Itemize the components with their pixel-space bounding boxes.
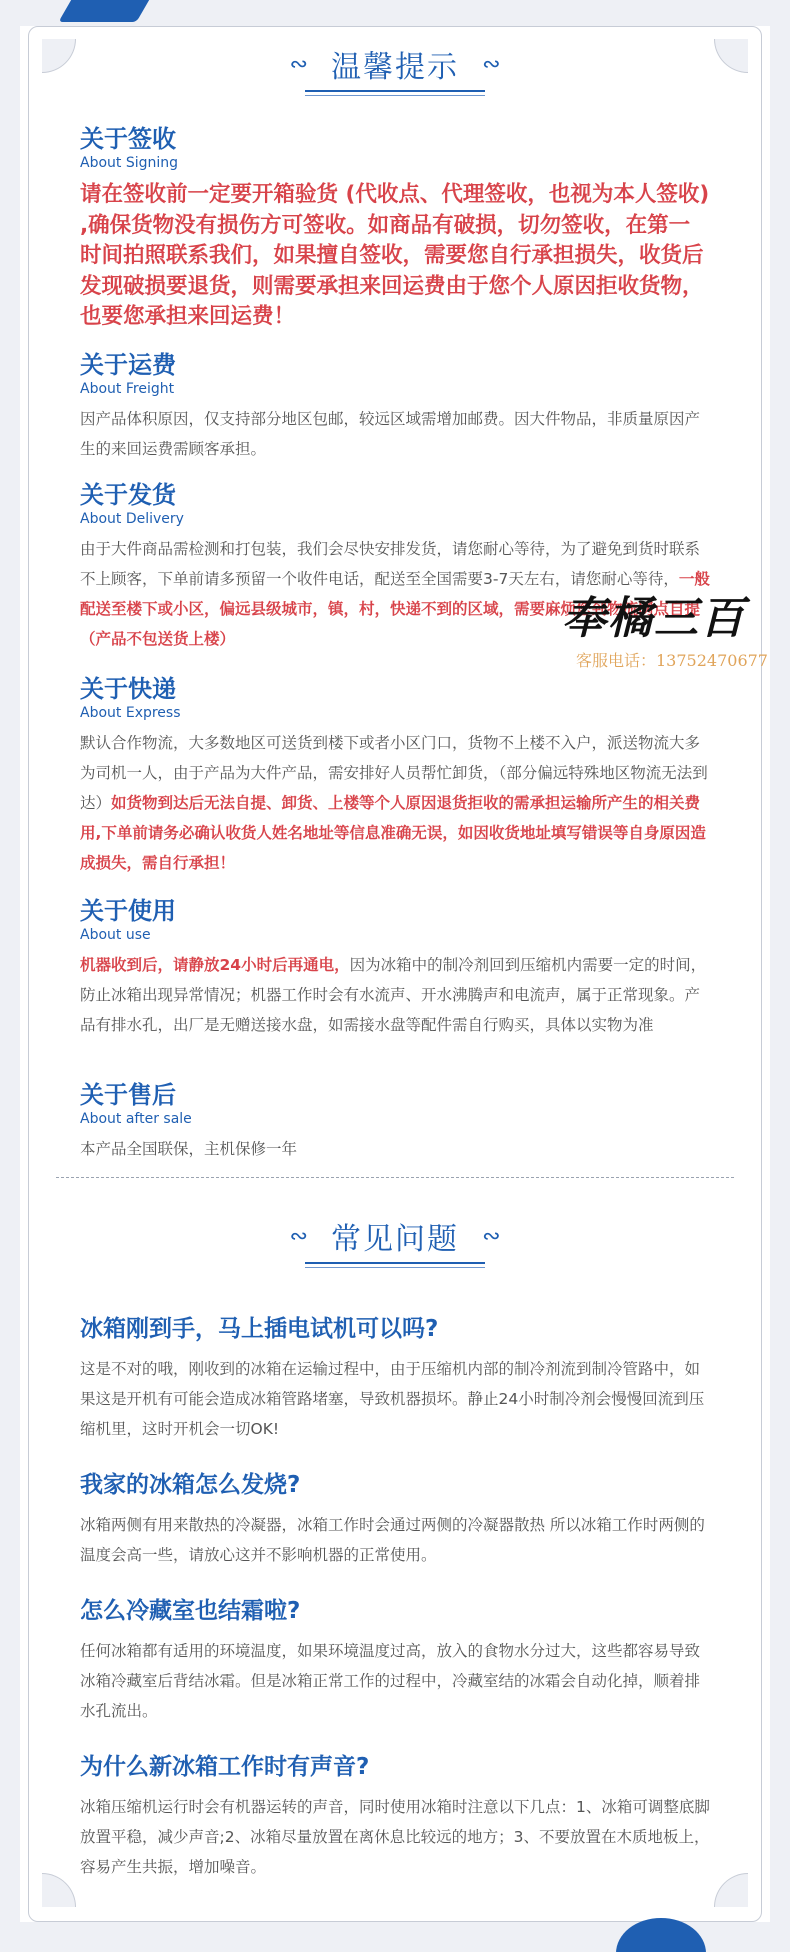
notice-title: 关于快递 <box>80 675 176 703</box>
notice-text-warning: 机器收到后，请静放24小时后再通电， <box>80 956 350 974</box>
swirl-right-icon: ∾ <box>482 1224 501 1249</box>
faq-question: 为什么新冰箱工作时有声音? <box>80 1754 370 1780</box>
notice-subtitle: About use <box>80 927 151 943</box>
section-title-notice <box>0 42 790 86</box>
notice-signing <box>80 124 710 333</box>
notice-text-normal: 由于大件商品需检测和打包装，我们会尽快安排发货，请您耐心等待，为了避免到货时联系不上顾客，下单前请多预留一个收件电话，配送至全国需要3-7天左右，请您耐心等待， <box>80 540 701 588</box>
faq-answer: 冰箱压缩机运行时会有机器运转的声音，同时使用冰箱时注意以下几点：1、冰箱可调整底脚放置平稳，减少声音;2、冰箱尽量放置在离休息比较远的地方；3、不要放置在木质地板上，容易产生共振，增加噪音。 <box>80 1798 710 1876</box>
notice-express <box>80 674 710 878</box>
notice-text-normal: 因为冰箱中的制冷剂回到压缩机内需要一定的时间，防止冰箱出现异常情况；机器工作时会有水流声、开水沸腾声和电流声，属于正常现象。产品有排水孔，出厂是无赠送接水盘，如需接水盘等配件需自行购买，具体以实物为准 <box>80 956 707 1034</box>
swirl-right-icon: ∾ <box>482 52 501 77</box>
notice-text <box>80 950 710 1040</box>
notice-delivery <box>80 480 710 654</box>
notice-freight <box>80 350 710 464</box>
notice-subtitle: About Freight <box>80 381 175 397</box>
notice-subtitle: About Delivery <box>80 511 184 527</box>
notice-text <box>80 728 710 878</box>
notice-text-warning: 一般配送至楼下或小区，偏远县级城市，镇，村，快递不到的区域，需要麻烦您到物流网点自提（产品不包送货上楼） <box>80 570 710 648</box>
faq-question: 怎么冷藏室也结霜啦? <box>80 1598 301 1624</box>
notice-subtitle: About after sale <box>80 1111 192 1127</box>
faq-answer: 冰箱两侧有用来散热的冷凝器，冰箱工作时会通过两侧的冷凝器散热 所以冰箱工作时两侧的温度会高一些，请放心这并不影响机器的正常使用。 <box>80 1516 705 1564</box>
notice-use <box>80 896 710 1040</box>
faq-item <box>80 1596 710 1726</box>
notice-after-sale <box>80 1080 710 1164</box>
swirl-left-icon: ∾ <box>289 1224 308 1249</box>
section-title-faq <box>0 1214 790 1258</box>
dashed-divider <box>56 1177 734 1178</box>
faq-answer: 这是不对的哦，刚收到的冰箱在运输过程中，由于压缩机内部的制冷剂流到制冷管路中，如果这是开机有可能会造成冰箱管路堵塞，导致机器损坏。静止24小时制冷剂会慢慢回流到压缩机里，这时开机会一切OK! <box>80 1360 705 1438</box>
title-underline <box>305 1262 485 1268</box>
notice-subtitle: About Signing <box>80 155 179 171</box>
notice-title: 关于发货 <box>80 481 176 509</box>
section-title-label: 温馨提示 <box>331 50 459 85</box>
faq-item <box>80 1470 710 1570</box>
notice-text <box>80 534 710 654</box>
faq-item <box>80 1752 710 1882</box>
notice-text: 本产品全国联保，主机保修一年 <box>80 1140 298 1158</box>
notice-subtitle: About Express <box>80 705 181 721</box>
notice-title: 关于使用 <box>80 897 176 925</box>
faq-answer: 任何冰箱都有适用的环境温度，如果环境温度过高，放入的食物水分过大，这些都容易导致冰箱冷藏室后背结冰霜。但是冰箱正常工作的过程中，冷藏室结的冰霜会自动化掉，顺着排水孔流出。 <box>80 1642 701 1720</box>
notice-text-warning: 如货物到达后无法自提、卸货、上楼等个人原因退货拒收的需承担运输所产生的相关费用,下单前请务必确认收货人姓名地址等信息准确无误，如因收货地址填写错误等自身原因造成损失，需自行承担！ <box>80 794 706 872</box>
notice-title: 关于运费 <box>80 351 176 379</box>
shop-watermark-phone: 客服电话：13752470677 <box>576 651 768 670</box>
corner-decoration-top <box>58 0 159 22</box>
swirl-left-icon: ∾ <box>289 52 308 77</box>
faq-item <box>80 1314 710 1444</box>
section-title-label: 常见问题 <box>331 1222 459 1257</box>
faq-question: 我家的冰箱怎么发烧? <box>80 1472 301 1498</box>
corner-decoration-bottom <box>616 1918 706 1952</box>
faq-question: 冰箱刚到手，马上插电试机可以吗? <box>80 1316 439 1342</box>
notice-title: 关于签收 <box>80 125 176 153</box>
title-underline <box>305 90 485 96</box>
notice-title: 关于售后 <box>80 1081 176 1109</box>
notice-text-normal: 默认合作物流，大多数地区可送货到楼下或者小区门口，货物不上楼不入户，派送物流大多为司机一人，由于产品为大件产品，需安排好人员帮忙卸货，（部分偏远特殊地区物流无法到达） <box>80 734 708 812</box>
shop-watermark-name: 奉橘三百 <box>562 593 746 644</box>
notice-text-warning: 请在签收前一定要开箱验货 (代收点、代理签收，也视为本人签收) ,确保货物没有损伤方可签收。如商品有破损，切勿签收，在第一时间拍照联系我们，如果擅自签收，需要您自行承担损失，收货后发现破损要退货，则需要承担来回运费由于您个人原因拒收货物，也要您承担来回运费！ <box>80 182 710 329</box>
notice-text: 因产品体积原因，仅支持部分地区包邮，较远区域需增加邮费。因大件物品，非质量原因产生的来回运费需顾客承担。 <box>80 410 701 458</box>
